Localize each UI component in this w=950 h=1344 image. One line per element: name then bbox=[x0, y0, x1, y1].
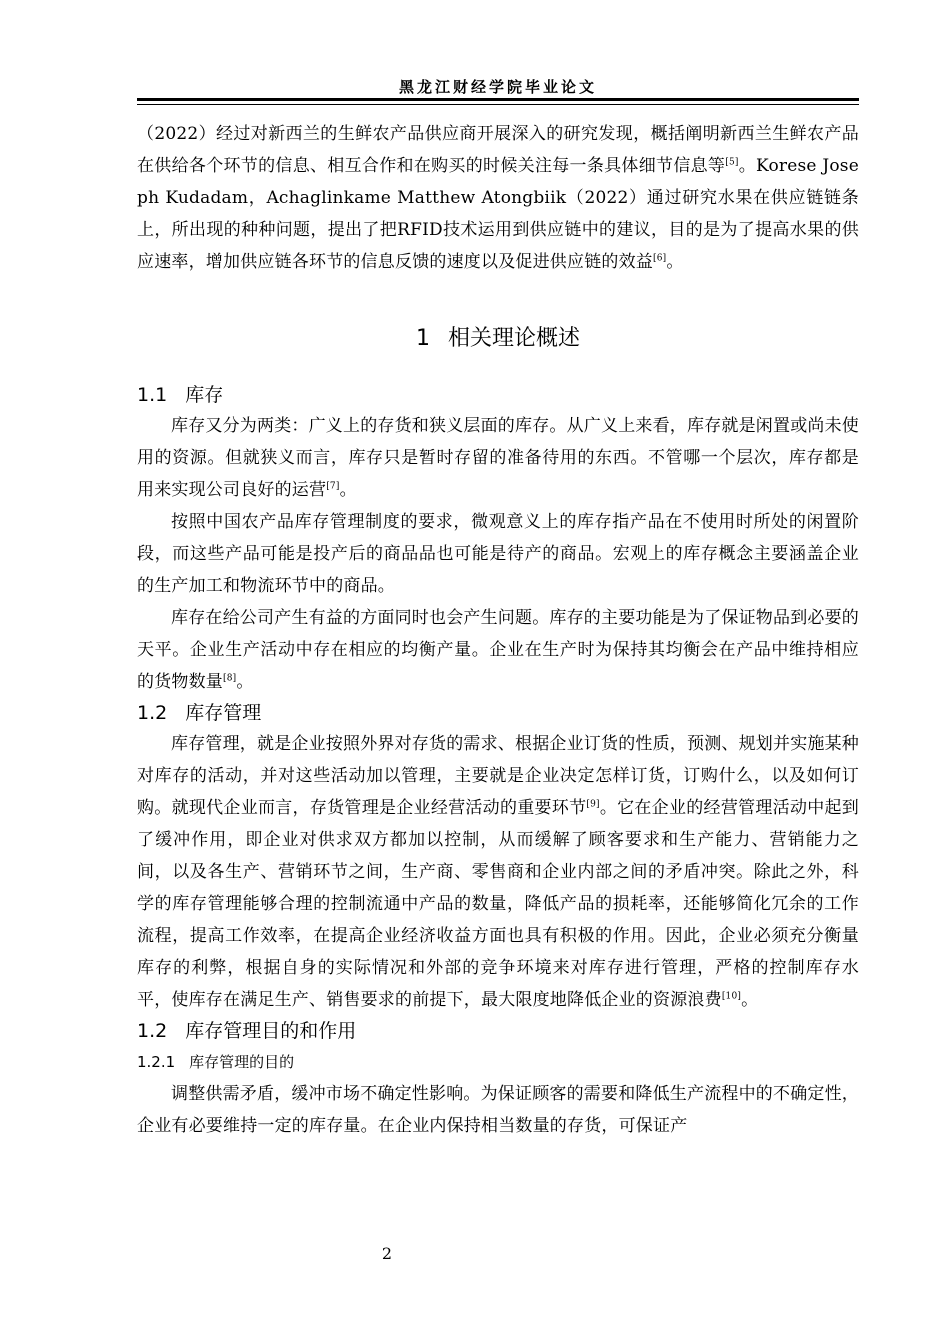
paragraph-inventory-micro-macro: 按照中国农产品库存管理制度的要求，微观意义上的库存指产品在不使用时所处的闲置阶段，而这些产品可能是投产后的商品品也可能是待产的商品。宏观上的库存概念主要涵盖企业的生产加工和物流环节中的商品。 bbox=[137, 512, 859, 596]
page-number: 2 bbox=[381, 1244, 393, 1263]
citation-ref: [8] bbox=[223, 673, 237, 684]
subsection-heading-1-2-1: 1.2.1 库存管理的目的 bbox=[137, 1053, 295, 1071]
header-title: 黑龙江财经学院毕业论文 bbox=[398, 78, 597, 96]
paragraph-inventory-management: 库存管理，就是企业按照外界对存货的需求、根据企业订货的性质，预测、规划并实施某种对库存的活动，并对这些活动加以管理，主要就是企业决定怎样订货，订购什么，以及如何订购。就现代企业而言，存货管理是企业经营活动的重要环节[9]。它在企业的经营管理活动中起到了缓冲作用，即企业对供求双方都加以控制，从而缓解了顾客要求和生产能力、营销能力之间，以及各生产、营销环节之间，生产商、零售商和企业内部之间的矛盾冲突。除此之外，科学的库存管理能够合理的控制流通中产品的数量，降低产品的损耗率，还能够简化冗余的工作流程，提高工作效率，在提高企业经济收益方面也具有积极的作用。因此，企业必须充分衡量库存的利弊，根据自身的实际情况和外部的竞争环境来对库存进行管理，严格的控制库存水平，使库存在满足生产、销售要求的前提下，最大限度地降低企业的资源浪费[10]。 bbox=[137, 734, 860, 1010]
paragraph-inventory-function: 库存在给公司产生有益的方面同时也会产生问题。库存的主要功能是为了保证物品到必要的天平。企业生产活动中存在相应的均衡产量。企业在生产时为保持其均衡会在产品中维持相应的货物数量[8]。 bbox=[137, 608, 859, 692]
chapter-heading: 1 相关理论概述 bbox=[415, 326, 580, 351]
citation-ref: [6] bbox=[653, 253, 667, 264]
header-rule-thick bbox=[137, 98, 859, 101]
section-heading-1-2-inventory-management: 1.2 库存管理 bbox=[137, 702, 262, 724]
page-body bbox=[137, 118, 859, 1142]
citation-ref: [9] bbox=[586, 799, 600, 810]
paragraph-literature-review: （2022）经过对新西兰的生鲜农产品供应商开展深入的研究发现，概括阐明新西兰生鲜农产品在供给各个环节的信息、相互合作和在购买的时候关注每一条具体细节信息等[5]。Korese Joseph Kudadam，Achaglinkame Matthew Atongbiik（2022）通过研究水果在供应链链条上，所出现的种种问题，提出了把RFID技术运用到供应链中的建议，目的是为了提高水果的供应速率，增加供应链各环节的信息反馈的速度以及促进供应链的效益[6]。 bbox=[137, 124, 859, 272]
citation-ref: [10] bbox=[721, 991, 742, 1002]
citation-ref: [7] bbox=[326, 481, 340, 492]
header-rule-thin bbox=[137, 104, 859, 105]
section-heading-1-1: 1.1 库存 bbox=[137, 384, 224, 406]
paragraph-management-purpose: 调整供需矛盾，缓冲市场不确定性影响。为保证顾客的需要和降低生产流程中的不确定性，企业有必要维持一定的库存量。在企业内保持相当数量的存货，可保证产 bbox=[137, 1084, 859, 1136]
citation-ref: [5] bbox=[725, 157, 739, 168]
section-heading-1-2-purpose-and-role: 1.2 库存管理目的和作用 bbox=[137, 1020, 357, 1042]
paragraph-inventory-definition: 库存又分为两类：广义上的存货和狭义层面的库存。从广义上来看，库存就是闲置或尚未使用的资源。但就狭义而言，库存只是暂时存留的准备待用的东西。不管哪一个层次，库存都是用来实现公司良好的运营[7]。 bbox=[137, 416, 859, 500]
